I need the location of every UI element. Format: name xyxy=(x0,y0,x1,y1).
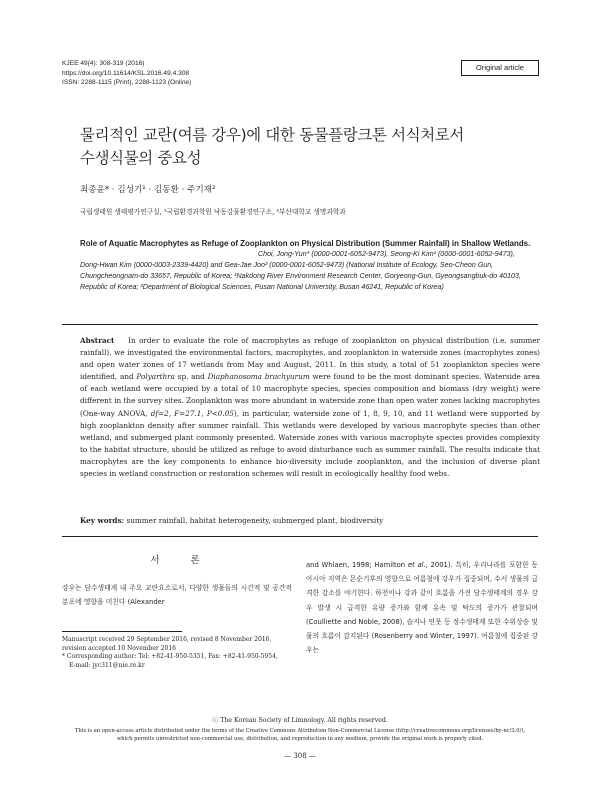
journal-citation: KJEE 49(4): 308-319 (2016) xyxy=(62,60,145,67)
license-line-1: This is an open-access article distributed under the terms of the Creative Commons Attribution Non-Commercial License (http://creativecommons.org/licenses/by-nc/3.0/), xyxy=(74,728,526,734)
keywords-label: Key words: xyxy=(80,516,125,525)
abstract-species-2: Diaphanosoma brachyurum xyxy=(207,372,310,382)
license xyxy=(40,727,560,743)
right-body-part-1: and Whlaen, 1998; Hamilton xyxy=(306,561,408,569)
abstract-text-2: sp. and xyxy=(174,372,208,382)
korean-affiliation: 국립생태원 생태평가연구실, ¹국립환경과학원 낙동강물환경연구소, ²부산대학교 생명과학과 xyxy=(80,208,346,216)
article-type-badge: Original article xyxy=(461,60,539,76)
abstract-top-rule xyxy=(62,324,538,325)
right-body-etal: et al xyxy=(407,561,424,569)
journal-header xyxy=(62,59,191,88)
footnotes xyxy=(62,636,292,670)
revision-accepted: revision accepted 10 November 2016 xyxy=(62,644,176,652)
abstract-label: Abstract xyxy=(80,336,115,345)
korean-title-line-1: 물리적인 교란(여름 강우)에 대한 동물플랑크톤 서식처로서 xyxy=(80,126,464,144)
english-authors: Choi, Jong-Yun* (0000-0001-6052-9473), Seong-Ki Kim¹ (0000-0001-6052-9473), Dong-Hwan Kim (0000-0003-2339-4420) and Gea-Jae Joo² (0000-0001-6052-9473) (National Institute of Ecology, Seo-Cheon Gun, Chungcheongnam-do 33657, Republic of Korea; ¹Nakdong River Environment Research Center, Goryeong-Gun, Gyeongsangbuk-do 40103, Republic of Korea; ²Department of Biological Sciences, Pusan National University, Busan 46241, Republic of Korea) xyxy=(80,250,521,291)
korean-title-line-2: 수생식물의 중요성 xyxy=(80,149,202,167)
left-column xyxy=(62,552,292,609)
abstract-text-3: were found to be the most dominant species. Waterside area of each wetland were occupied by a total of 10 macrophyte species, species composition and biomass (dry weight) were different in the survey sites. Zooplankton was more abundant in waterside zone than open water zones lacking macrophytes (One-way ANOVA, xyxy=(80,372,540,418)
copyright: ⓒ The Korean Society of Limnology. All rights reserved. xyxy=(212,717,388,724)
korean-title xyxy=(80,124,520,170)
page-number: — 308 — xyxy=(284,752,316,760)
korean-authors: 최종윤* · 김성기¹ · 김동환 · 주기재² xyxy=(80,185,216,195)
corresponding-author: * Corresponding author: Tel: +82-41-950-5351, Fax: +82-41-950-5954, xyxy=(62,653,278,661)
section-heading-introduction: 서 론 xyxy=(150,555,214,566)
abstract-bottom-rule xyxy=(62,536,538,537)
keywords-text: summer rainfall, habitat heterogeneity, submerged plant, biodiversity xyxy=(126,516,384,525)
right-body-part-2: ., 2001). 특히, 우리나라를 포함한 동아시아 지역은 몬순기후의 영향으로 여름철에 강우가 집중되며, 수서 생물의 급격한 감소를 야기한다. 하천이나 강과 같이 흐름을 가진 담수생태계의 경우 강우 발생 시 급격한 유량 증가와 함께 유속 및 탁도의 증가가 관찰되며 (Coulliette and Noble, 2008), 습지나 연못 등 정수생태계 또한 수위상승 및 물의 흐름이 감지된다 (Rosenberry and Winter, 1997). 여름철에 집중된 강우는 xyxy=(306,561,538,655)
manuscript-received: Manuscript received 29 September 2016, revised 8 November 2016, xyxy=(62,636,272,643)
abstract xyxy=(80,335,540,480)
footnote-rule xyxy=(62,631,182,632)
abstract-statistics: df=2, F=27.1, P<0.05 xyxy=(150,408,234,418)
author-email[interactable]: E-mail: jyc311@nie.re.kr xyxy=(69,661,145,669)
keywords xyxy=(80,516,540,525)
abstract-text-4: ), in particular, waterside zone of 1, 8, 9, 10, and 11 wetland were supported by high zooplankton density after summer rainfall. This wetlands were developed by various macrophyte species than other wetland, and submerged plant commonly presented. Waterside zones with various macrophyte species provides complexity to the habitat structure, should be utilized as refuge to avoid disturbance such as summer rainfall. The results indicate that macrophytes are the key components to enhance bio-diversity include zooplankton, and the inclusion of diverse plant species in wetland construction or restoration schemes will result in ecologically healthy food webs. xyxy=(80,408,540,479)
abstract-text-1: In order to evaluate the role of macrophytes as refuge of zooplankton on physical distribution (i.e. summer rainfall), we investigated the environmental factors, macrophytes, and zooplankton in waterside zones (macrophytes zones) and open water zones of 17 wetlands from May and August, 2011. In this study, a total of 51 zooplankton species were identified, and xyxy=(80,336,541,382)
left-body-text: 강우는 담수생태계 내 주요 교란요소로서, 다양한 생물들의 시간적 및 공간적 분포에 영향을 미친다 (Alexander xyxy=(62,584,292,607)
issn: ISSN: 2288-1115 (Print), 2288-1123 (Online) xyxy=(62,79,192,87)
abstract-species-1: Polyarthra xyxy=(136,372,175,382)
license-line-2: which permits unrestricted non-commercial use, distribution, and reproduction in any medium, provide the original work is properly cited. xyxy=(116,736,484,743)
doi-link[interactable]: https://doi.org/10.11614/KSL.2016.49.4.308 xyxy=(62,69,190,77)
english-title: Role of Aquatic Macrophytes as Refuge of Zooplankton on Physical Distribution (Summer Rainfall) in Shallow Wetlands. xyxy=(80,239,531,248)
right-body-text xyxy=(306,558,538,657)
